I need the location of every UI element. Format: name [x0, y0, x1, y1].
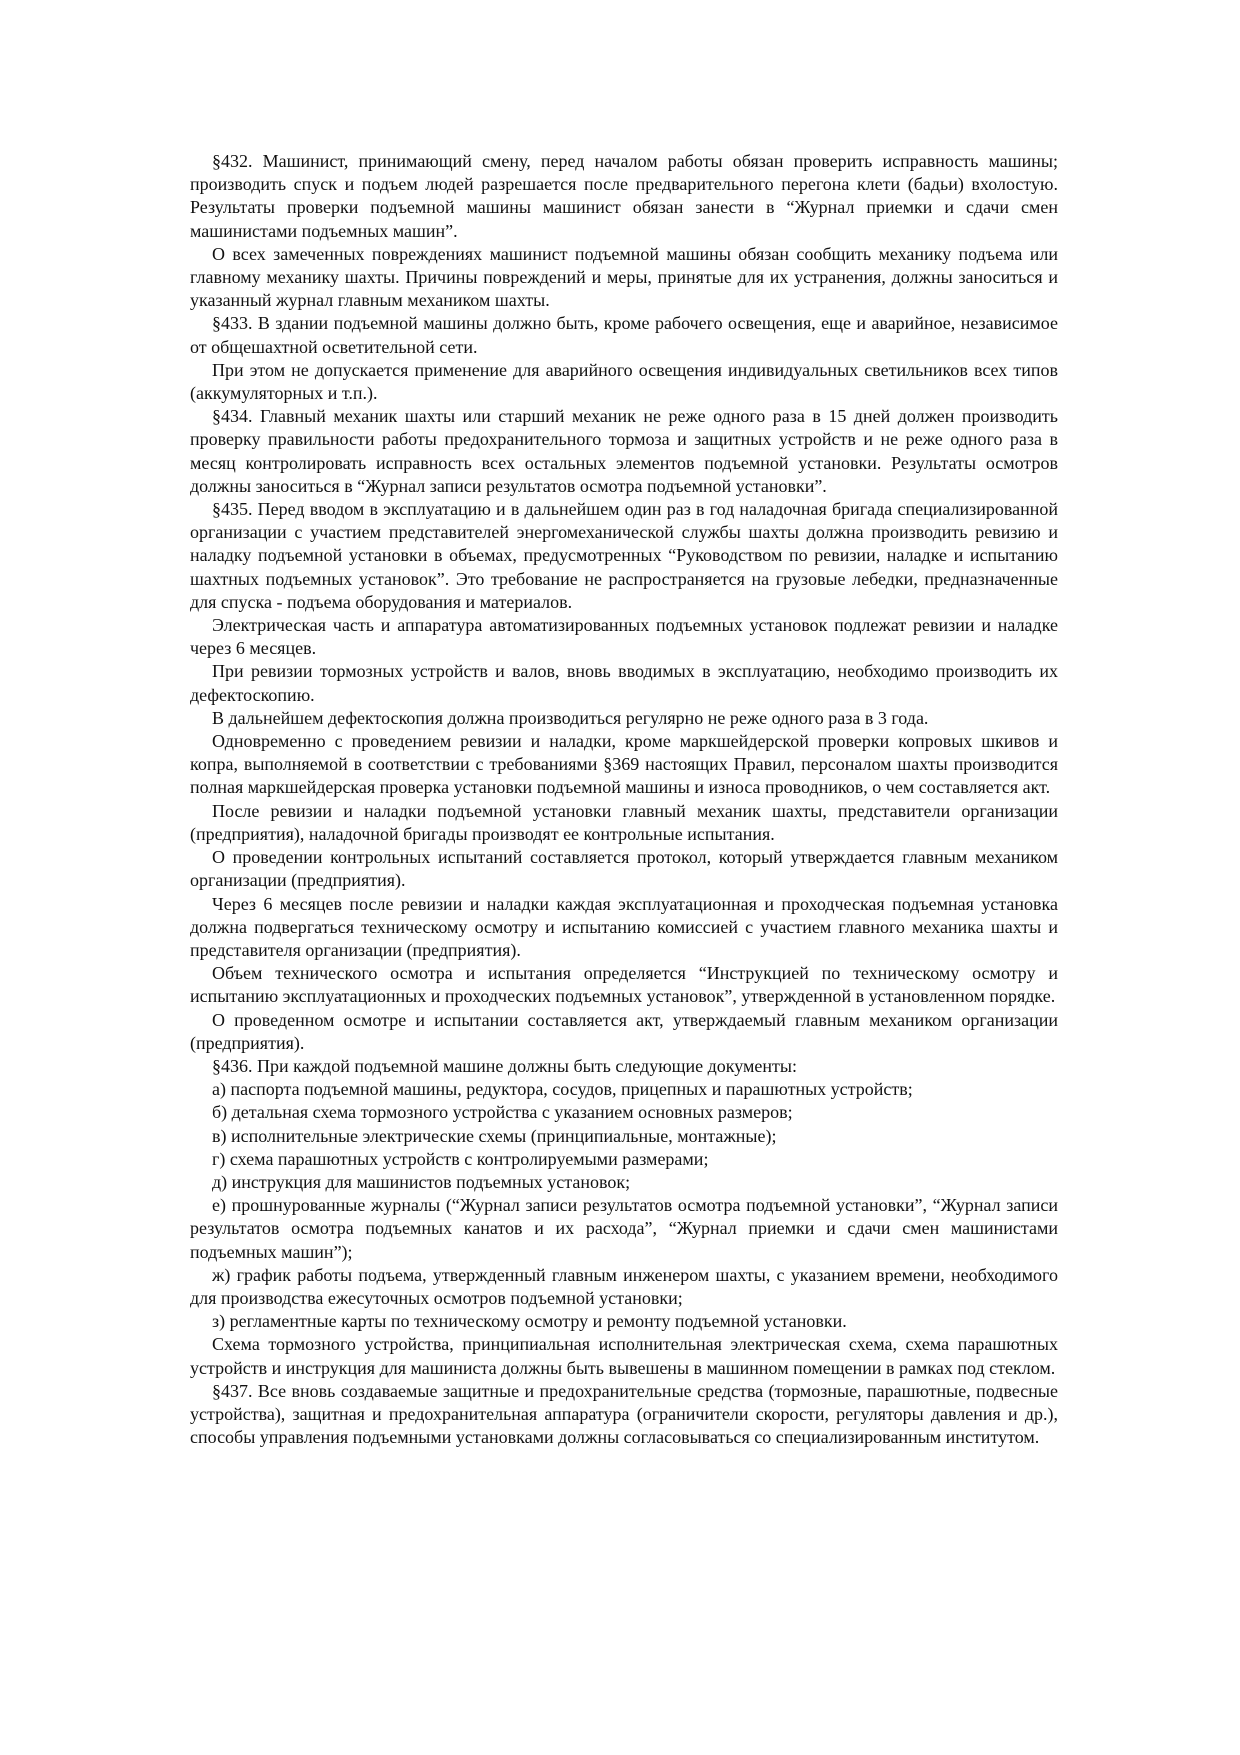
paragraph-434: §434. Главный механик шахты или старший механик не реже одного раза в 15 дней должен производить проверку правильности работы предохранительного тормоза и защитных устройств и не реже одного раза в месяц контролировать исправность всех остальных элементов подъемной установки. Результаты осмотров должны заноситься в “Журнал записи результатов осмотра подъемной установки”.: [190, 406, 1058, 496]
list-item: д) инструкция для машинистов подъемных установок;: [212, 1171, 631, 1192]
paragraph-436: §436. При каждой подъемной машине должны быть следующие документы:: [212, 1055, 798, 1076]
list-item: г) схема парашютных устройств с контролируемыми размерами;: [212, 1148, 709, 1169]
list-item: е) прошнурованные журналы (“Журнал записи результатов осмотра подъемной установки”, “Журнал записи результатов осмотра подъемных канатов и их расхода”, “Журнал приемки и сдачи смен машинистами подъемных машин”);: [190, 1195, 1058, 1262]
list-item: з) регламентные карты по техническому осмотру и ремонту подъемной установки.: [212, 1311, 847, 1332]
paragraph: Схема тормозного устройства, принципиальная исполнительная электрическая схема, схема парашютных устройств и инструкция для машиниста должны быть вывешены в машинном помещении в рамках под стеклом.: [190, 1334, 1058, 1378]
list-item: а) паспорта подъемной машины, редуктора, сосудов, прицепных и парашютных устройств;: [212, 1079, 913, 1100]
paragraph: О проведении контрольных испытаний составляется протокол, который утверждается главным механиком организации (предприятия).: [190, 847, 1058, 891]
paragraph: Электрическая часть и аппаратура автоматизированных подъемных установок подлежат ревизии и наладке через 6 месяцев.: [190, 615, 1058, 659]
document-body: [190, 150, 1058, 1449]
paragraph: Объем технического осмотра и испытания определяется “Инструкцией по техническому осмотру и испытанию эксплуатационных и проходческих подъемных установок”, утвержденной в установленном порядке.: [190, 963, 1058, 1007]
paragraph-437: §437. Все вновь создаваемые защитные и предохранительные средства (тормозные, парашютные, подвесные устройства), защитная и предохранительная аппаратура (ограничители скорости, регуляторы давления и др.), способы управления подъемными установками должны согласовываться со специализированным институтом.: [190, 1380, 1058, 1448]
paragraph-433: §433. В здании подъемной машины должно быть, кроме рабочего освещения, еще и аварийное, независимое от общешахтной осветительной сети.: [190, 313, 1058, 357]
paragraph: Одновременно с проведением ревизии и наладки, кроме маркшейдерской проверки копровых шкивов и копра, выполняемой в соответствии с требованиями §369 настоящих Правил, персоналом шахты производится полная маркшейдерская проверка установки подъемной машины и износа проводников, о чем составляется акт.: [190, 731, 1058, 798]
paragraph: При этом не допускается применение для аварийного освещения индивидуальных светильников всех типов (аккумуляторных и т.п.).: [190, 359, 1058, 404]
paragraph-435: §435. Перед вводом в эксплуатацию и в дальнейшем один раз в год наладочная бригада специализированной организации с участием представителей энергомеханической службы шахты должна производить ревизию и наладку подъемной установки в объемах, предусмотренных “Руководством по ревизии, наладке и испытанию шахтных подъемных установок”. Это требование не распространяется на грузовые лебедки, предназначенные для спуска - подъема оборудования и материалов.: [190, 499, 1058, 612]
paragraph: Через 6 месяцев после ревизии и наладки каждая эксплуатационная и проходческая подъемная установка должна подвергаться техническому осмотру и испытанию комиссией с участием главного механика шахты и представителя организации (предприятия).: [190, 893, 1058, 960]
paragraph: В дальнейшем дефектоскопия должна производиться регулярно не реже одного раза в 3 года.: [212, 707, 929, 728]
paragraph-432: §432. Машинист, принимающий смену, перед началом работы обязан проверить исправность машины; производить спуск и подъем людей разрешается после предварительного перегона клети (бадьи) вхолостую. Результаты проверки подъемной машины машинист обязан занести в “Журнал приемки и сдачи смен машинистами подъемных машин”.: [190, 151, 1058, 241]
paragraph: После ревизии и наладки подъемной установки главный механик шахты, представители организации (предприятия), наладочной бригады производят ее контрольные испытания.: [190, 800, 1058, 844]
list-item: ж) график работы подъема, утвержденный главным инженером шахты, с указанием времени, необходимого для производства ежесуточных осмотров подъемной установки;: [190, 1264, 1058, 1308]
paragraph: При ревизии тормозных устройств и валов, вновь вводимых в эксплуатацию, необходимо производить их дефектоскопию.: [190, 661, 1058, 705]
paragraph: О проведенном осмотре и испытании составляется акт, утверждаемый главным механиком организации (предприятия).: [190, 1009, 1058, 1053]
paragraph: О всех замеченных повреждениях машинист подъемной машины обязан сообщить механику подъема или главному механику шахты. Причины повреждений и меры, принятые для их устранения, должны заноситься и указанный журнал главным механиком шахты.: [190, 243, 1058, 311]
list-item: в) исполнительные электрические схемы (принципиальные, монтажные);: [212, 1125, 777, 1146]
list-item: б) детальная схема тормозного устройства с указанием основных размеров;: [212, 1102, 793, 1123]
